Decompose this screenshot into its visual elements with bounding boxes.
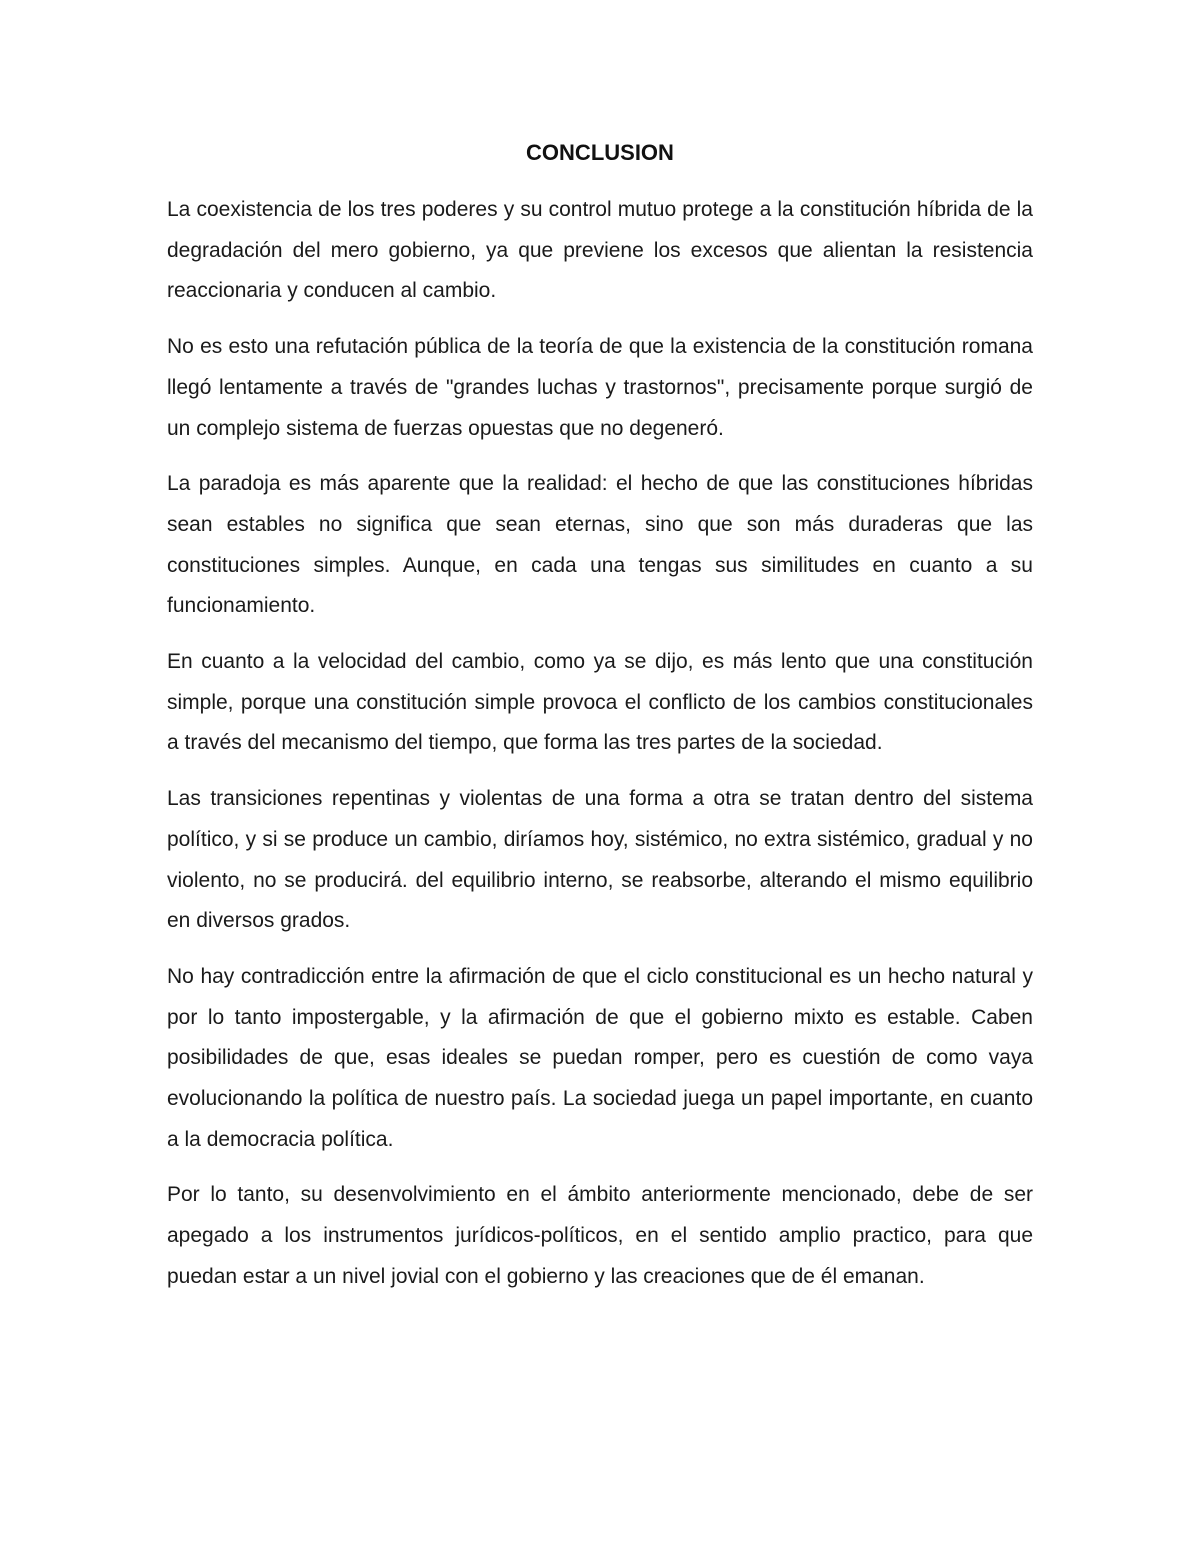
paragraph-1: La coexistencia de los tres poderes y su control mutuo protege a la constitución híbrida de la degradación del mero gobierno, ya que previene los excesos que alientan la resistencia reaccionaria y conducen al cambio. [167,198,1033,303]
document-title: CONCLUSION [526,140,674,165]
paragraph-5: Las transiciones repentinas y violentas de una forma a otra se tratan dentro del sistema político, y si se produce un cambio, diríamos hoy, sistémico, no extra sistémico, gradual y no violento, no se producirá. del equilibrio interno, se reabsorbe, alterando el mismo equilibrio en diversos grados. [167,787,1033,933]
paragraph-4: En cuanto a la velocidad del cambio, como ya se dijo, es más lento que una constitución simple, porque una constitución simple provoca el conflicto de los cambios constitucionales a través del mecanismo del tiempo, que forma las tres partes de la sociedad. [167,650,1033,755]
paragraph-2: No es esto una refutación pública de la teoría de que la existencia de la constitución romana llegó lentamente a través de "grandes luchas y trastornos", precisamente porque surgió de un complejo sistema de fuerzas opuestas que no degeneró. [167,335,1033,440]
paragraph-6: No hay contradicción entre la afirmación de que el ciclo constitucional es un hecho natural y por lo tanto impostergable, y la afirmación de que el gobierno mixto es estable. Caben posibilidades de que, esas ideales se puedan romper, pero es cuestión de como vaya evolucionando la política de nuestro país. La sociedad juega un papel importante, en cuanto a la democracia política. [167,964,1033,1151]
paragraph-7: Por lo tanto, su desenvolvimiento en el ámbito anteriormente mencionado, debe de ser apegado a los instrumentos jurídicos-políticos, en el sentido amplio practico, para que puedan estar a un nivel jovial con el gobierno y las creaciones que de él emanan. [167,1183,1033,1288]
document-body [167,190,1033,1313]
paragraph-3: La paradoja es más aparente que la realidad: el hecho de que las constituciones híbridas sean estables no significa que sean eternas, sino que son más duraderas que las constituciones simples. Aunque, en cada una tengas sus similitudes en cuanto a su funcionamiento. [167,472,1033,618]
